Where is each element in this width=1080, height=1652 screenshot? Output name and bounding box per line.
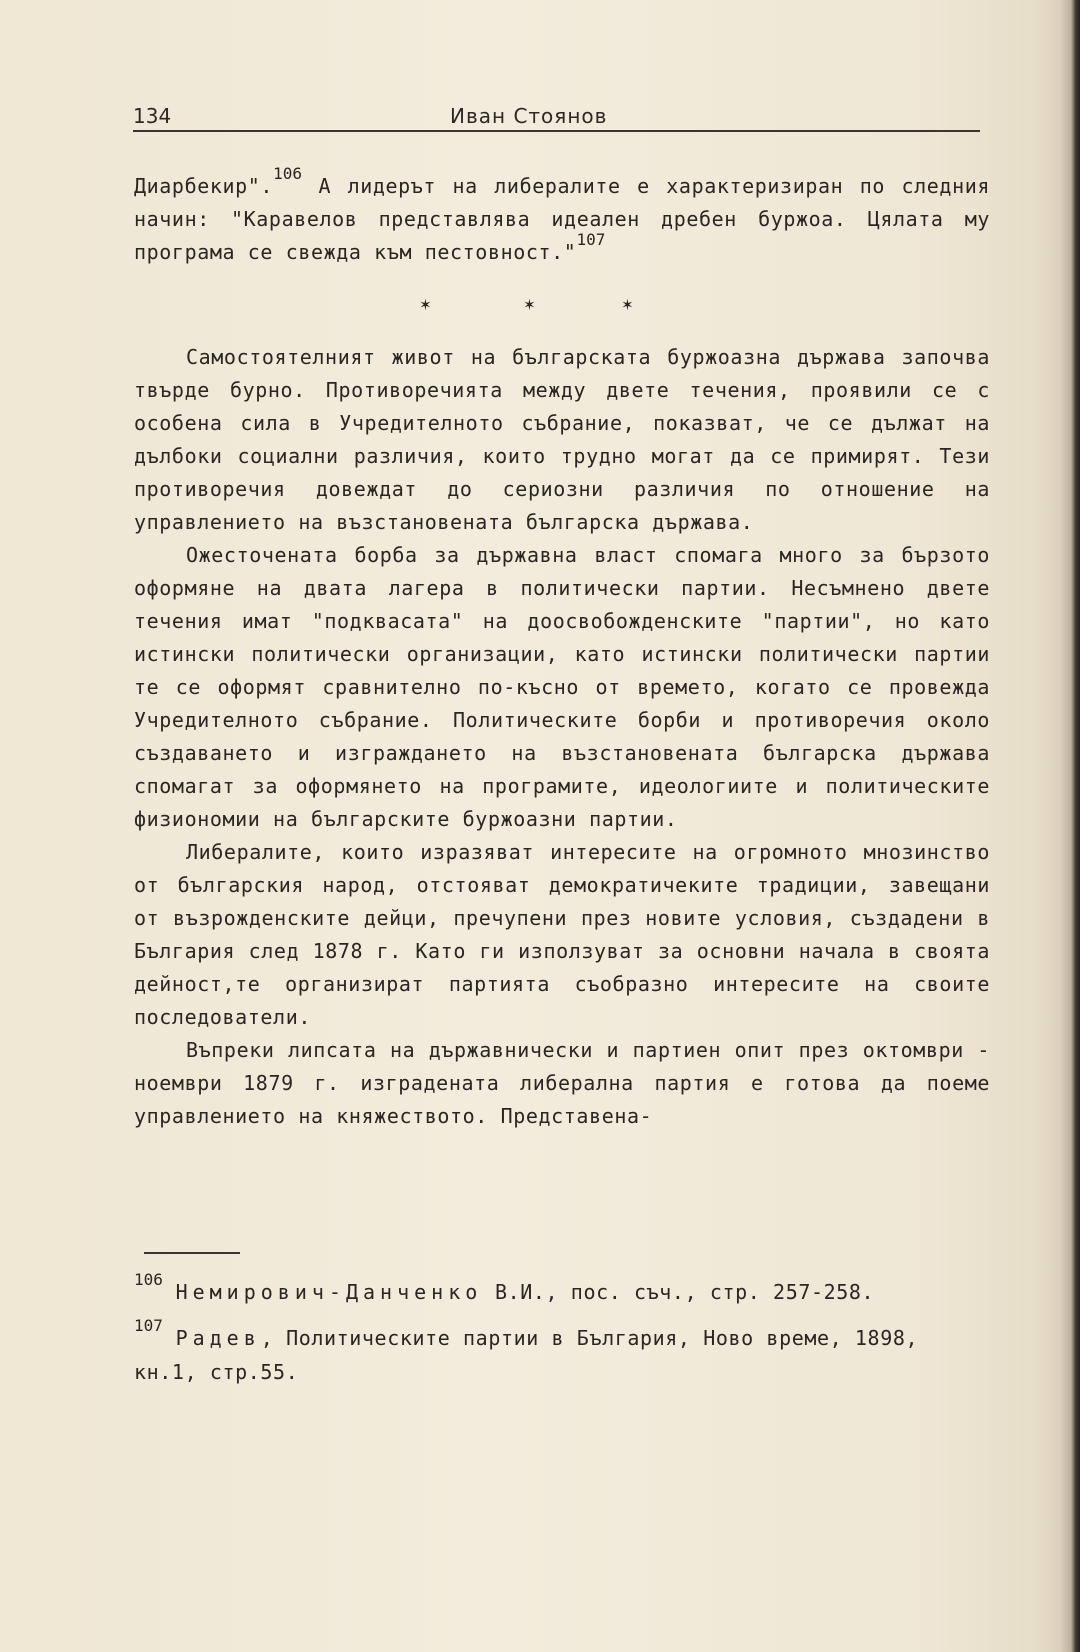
section-separator (134, 295, 990, 315)
footnote-author: Радев (175, 1326, 261, 1350)
footnote-number: 106 (134, 1270, 163, 1289)
asterism-star: ✶ (420, 294, 432, 315)
asterism-star: ✶ (622, 294, 634, 315)
footnote (134, 1316, 990, 1389)
body-paragraph: Самостоятелният живот на българската буржоазна държава започва твърде бурно. Противоречията между двете течения, проявили се с особена сила в Учредителното събрание, показват, че се дължат на дълбоки социални различия, които трудно могат да се примирят. Тези противоречия довеждат до сериозни различия по отношение на управлението на възстановената българска държава. (134, 345, 990, 534)
body-paragraph: Въпреки липсата на държавнически и партиен опит през октомври - ноември 1879 г. изградената либерална партия е готова да поеме управлението на княжеството. Представена- (134, 1038, 990, 1128)
footnote-number: 107 (134, 1316, 163, 1335)
footnote-text: , Политическите партии в България, Ново време, 1898, кн.1, стр.55. (134, 1326, 919, 1384)
footnote-rule (144, 1252, 240, 1254)
footnotes (134, 1270, 990, 1401)
body-text (134, 164, 990, 1133)
intro-text-start: Диарбекир". (134, 174, 274, 198)
body-paragraph: Либералите, които изразяват интересите на огромното мнозинство от българския народ, отстояват демократичеките традиции, завещани от възрожденските дейци, пречупени през новите условия, създадени в България след 1878 г. Като ги използуват за основни начала в своята дейност,те организират партията съобразно интересите на своите последователи. (134, 840, 990, 1029)
header-rule (133, 130, 980, 132)
footnote-author: Немирович-Данченко (175, 1280, 483, 1304)
body-paragraph: Ожесточената борба за държавна власт спомага много за бързото оформяне на двата лагера в политически партии. Несъмнено двете течения имат "подквасата" на доосвобожденските "партии", но като истински политически организации, като истински политически партии те се оформят сравнително по-късно от времето, когато се провежда Учредителното събрание. Политическите борби и противоречия около създаването и изграждането на възстановената българска държава спомагат за оформянето на програмите, идеологиите и политическите физиономии на българските буржоазни партии. (134, 543, 990, 831)
page-header (133, 104, 980, 130)
running-title: Иван Стоянов (450, 104, 608, 128)
footnote (134, 1270, 990, 1309)
intro-text-rest: А лидерът на либералите е характеризиран по следния начин: "Каравелов представлява идеален дребен буржоа. Цялата му програма се свежда към пестовност." (134, 174, 990, 264)
footnote-ref-106: 106 (273, 164, 302, 183)
footnote-text: В.И., пос. съч., стр. 257-258. (482, 1280, 875, 1304)
footnote-ref-107: 107 (576, 230, 606, 249)
page-number: 134 (133, 104, 172, 128)
asterism-star: ✶ (524, 294, 536, 315)
page-edge-shadow (1060, 0, 1080, 1652)
intro-paragraph (134, 164, 990, 269)
